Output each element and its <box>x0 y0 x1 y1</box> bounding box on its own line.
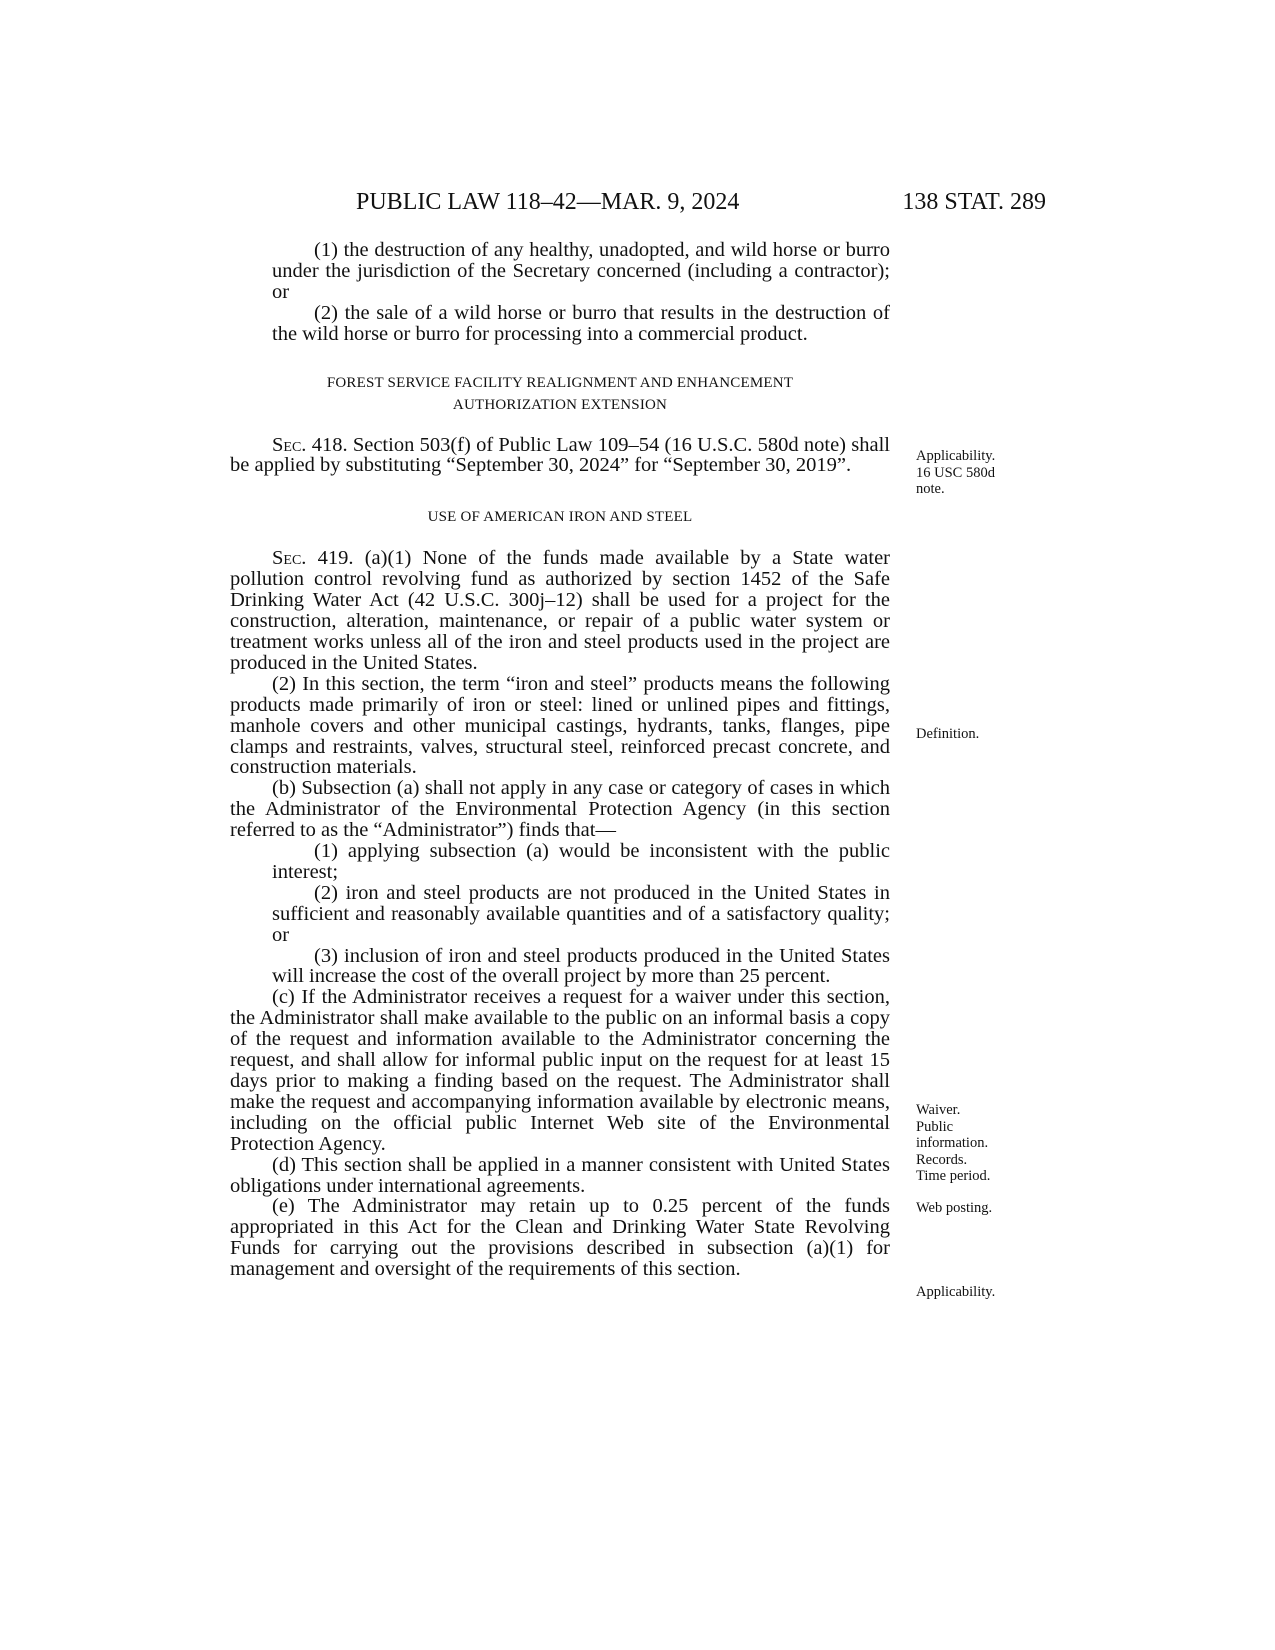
margin-note-line: note. <box>916 481 945 498</box>
sec419-a1-text: 419. (a)(1) None of the funds made available by a State water pollution control revolving fund as authorized by section 1452 of the Safe Drinking Water Act (42 U.S.C. 300j–12) shall be used for a project for the construction, alteration, maintenance, or repair of a public water system or treatment works unless all of the iron and steel products used in the project are produced in the United States. <box>230 547 891 674</box>
margin-note-line: Records. <box>916 1151 968 1168</box>
margin-note-definition <box>916 726 1026 743</box>
sec419-heading-text: USE OF AMERICAN IRON AND STEEL <box>427 509 693 526</box>
margin-note-line: Waiver. <box>916 1102 961 1118</box>
sec419-c: (c) If the Administrator receives a request for a waiver under this section, the Administrator shall make available to the public on an informal basis a copy of the request and information available to the Administrator concerning the request, and shall allow for informal public input on the request for at least 15 days prior to making a finding based on the request. The Administrator shall make the request and accompanying information available by electronic means, including on the official public Internet Web site of the Environmental Protection Agency. <box>230 986 890 1155</box>
sec419-b3: (3) inclusion of iron and steel products produced in the United States will increase the cost of the overall project by more than 25 percent. <box>272 944 890 988</box>
margin-note-line: 16 USC 580d <box>916 464 995 481</box>
margin-note-line: information. <box>916 1135 989 1152</box>
intro-item-2: (2) the sale of a wild horse or burro that results in the destruction of the wild horse or burro for processing into a commercial product. <box>272 301 890 345</box>
sec418-heading-line2: AUTHORIZATION EXTENSION <box>452 396 668 413</box>
sec419-a1 <box>230 548 890 673</box>
sec418-text: 418. Section 503(f) of Public Law 109–54 (16 U.S.C. 580d note) shall be applied by substituting “September 30, 2024” for “September 30, 2019”. <box>230 433 890 477</box>
sec418-heading <box>230 372 890 416</box>
sec419-b2: (2) iron and steel products are not produced in the United States in sufficient and reasonably available quantities and of a satisfactory quality; or <box>272 881 890 946</box>
margin-note-line: Public <box>916 1118 954 1135</box>
header-page-number: 138 STAT. 289 <box>902 189 1046 215</box>
margin-note-line: Applicability. <box>916 448 996 464</box>
intro-item-1: (1) the destruction of any healthy, unadopted, and wild horse or burro under the jurisdiction of the Secretary concerned (including a contractor); or <box>272 239 890 303</box>
margin-note-line: Applicability. <box>916 1284 996 1300</box>
sec419-d: (d) This section shall be applied in a manner consistent with United States obligations under international agreements. <box>230 1153 890 1197</box>
sec419-b: (b) Subsection (a) shall not apply in any case or category of cases in which the Administrator of the Environmental Protection Agency (in this section referred to as the “Administrator”) finds that— <box>230 777 890 842</box>
margin-note-waiver <box>916 1102 1026 1185</box>
margin-note-line: Definition. <box>916 726 980 742</box>
sec418-label: Sec. <box>272 433 307 456</box>
margin-note-applicability-d <box>916 1284 1026 1301</box>
margin-note-web-posting <box>916 1200 1026 1217</box>
sec419-heading <box>230 506 890 528</box>
margin-note-applicability-418 <box>916 448 1026 498</box>
page-body <box>230 240 890 1280</box>
sec419-label: Sec. <box>272 547 307 570</box>
sec419-a2: (2) In this section, the term “iron and steel” products means the following products made primarily of iron or steel: lined or unlined pipes and fittings, manhole covers and other municipal castings, hydrants, tanks, flanges, pipe clamps and restraints, valves, structural steel, reinforced precast concrete, and construction materials. <box>230 672 890 779</box>
sec419-e: (e) The Administrator may retain up to 0.25 percent of the funds appropriated in this Act for the Clean and Drinking Water State Revolving Funds for carrying out the provisions described in subsection (a)(1) for management and oversight of the requirements of this section. <box>230 1195 890 1281</box>
header-law-citation: PUBLIC LAW 118–42—MAR. 9, 2024 <box>356 189 740 215</box>
sec418-paragraph <box>230 435 890 477</box>
sec418-heading-line1: FOREST SERVICE FACILITY REALIGNMENT AND ENHANCEMENT <box>326 374 794 391</box>
margin-note-line: Time period. <box>916 1168 991 1185</box>
margin-note-line: Web posting. <box>916 1200 993 1216</box>
sec419-b1: (1) applying subsection (a) would be inconsistent with the public interest; <box>272 840 890 883</box>
running-header <box>356 186 1046 218</box>
